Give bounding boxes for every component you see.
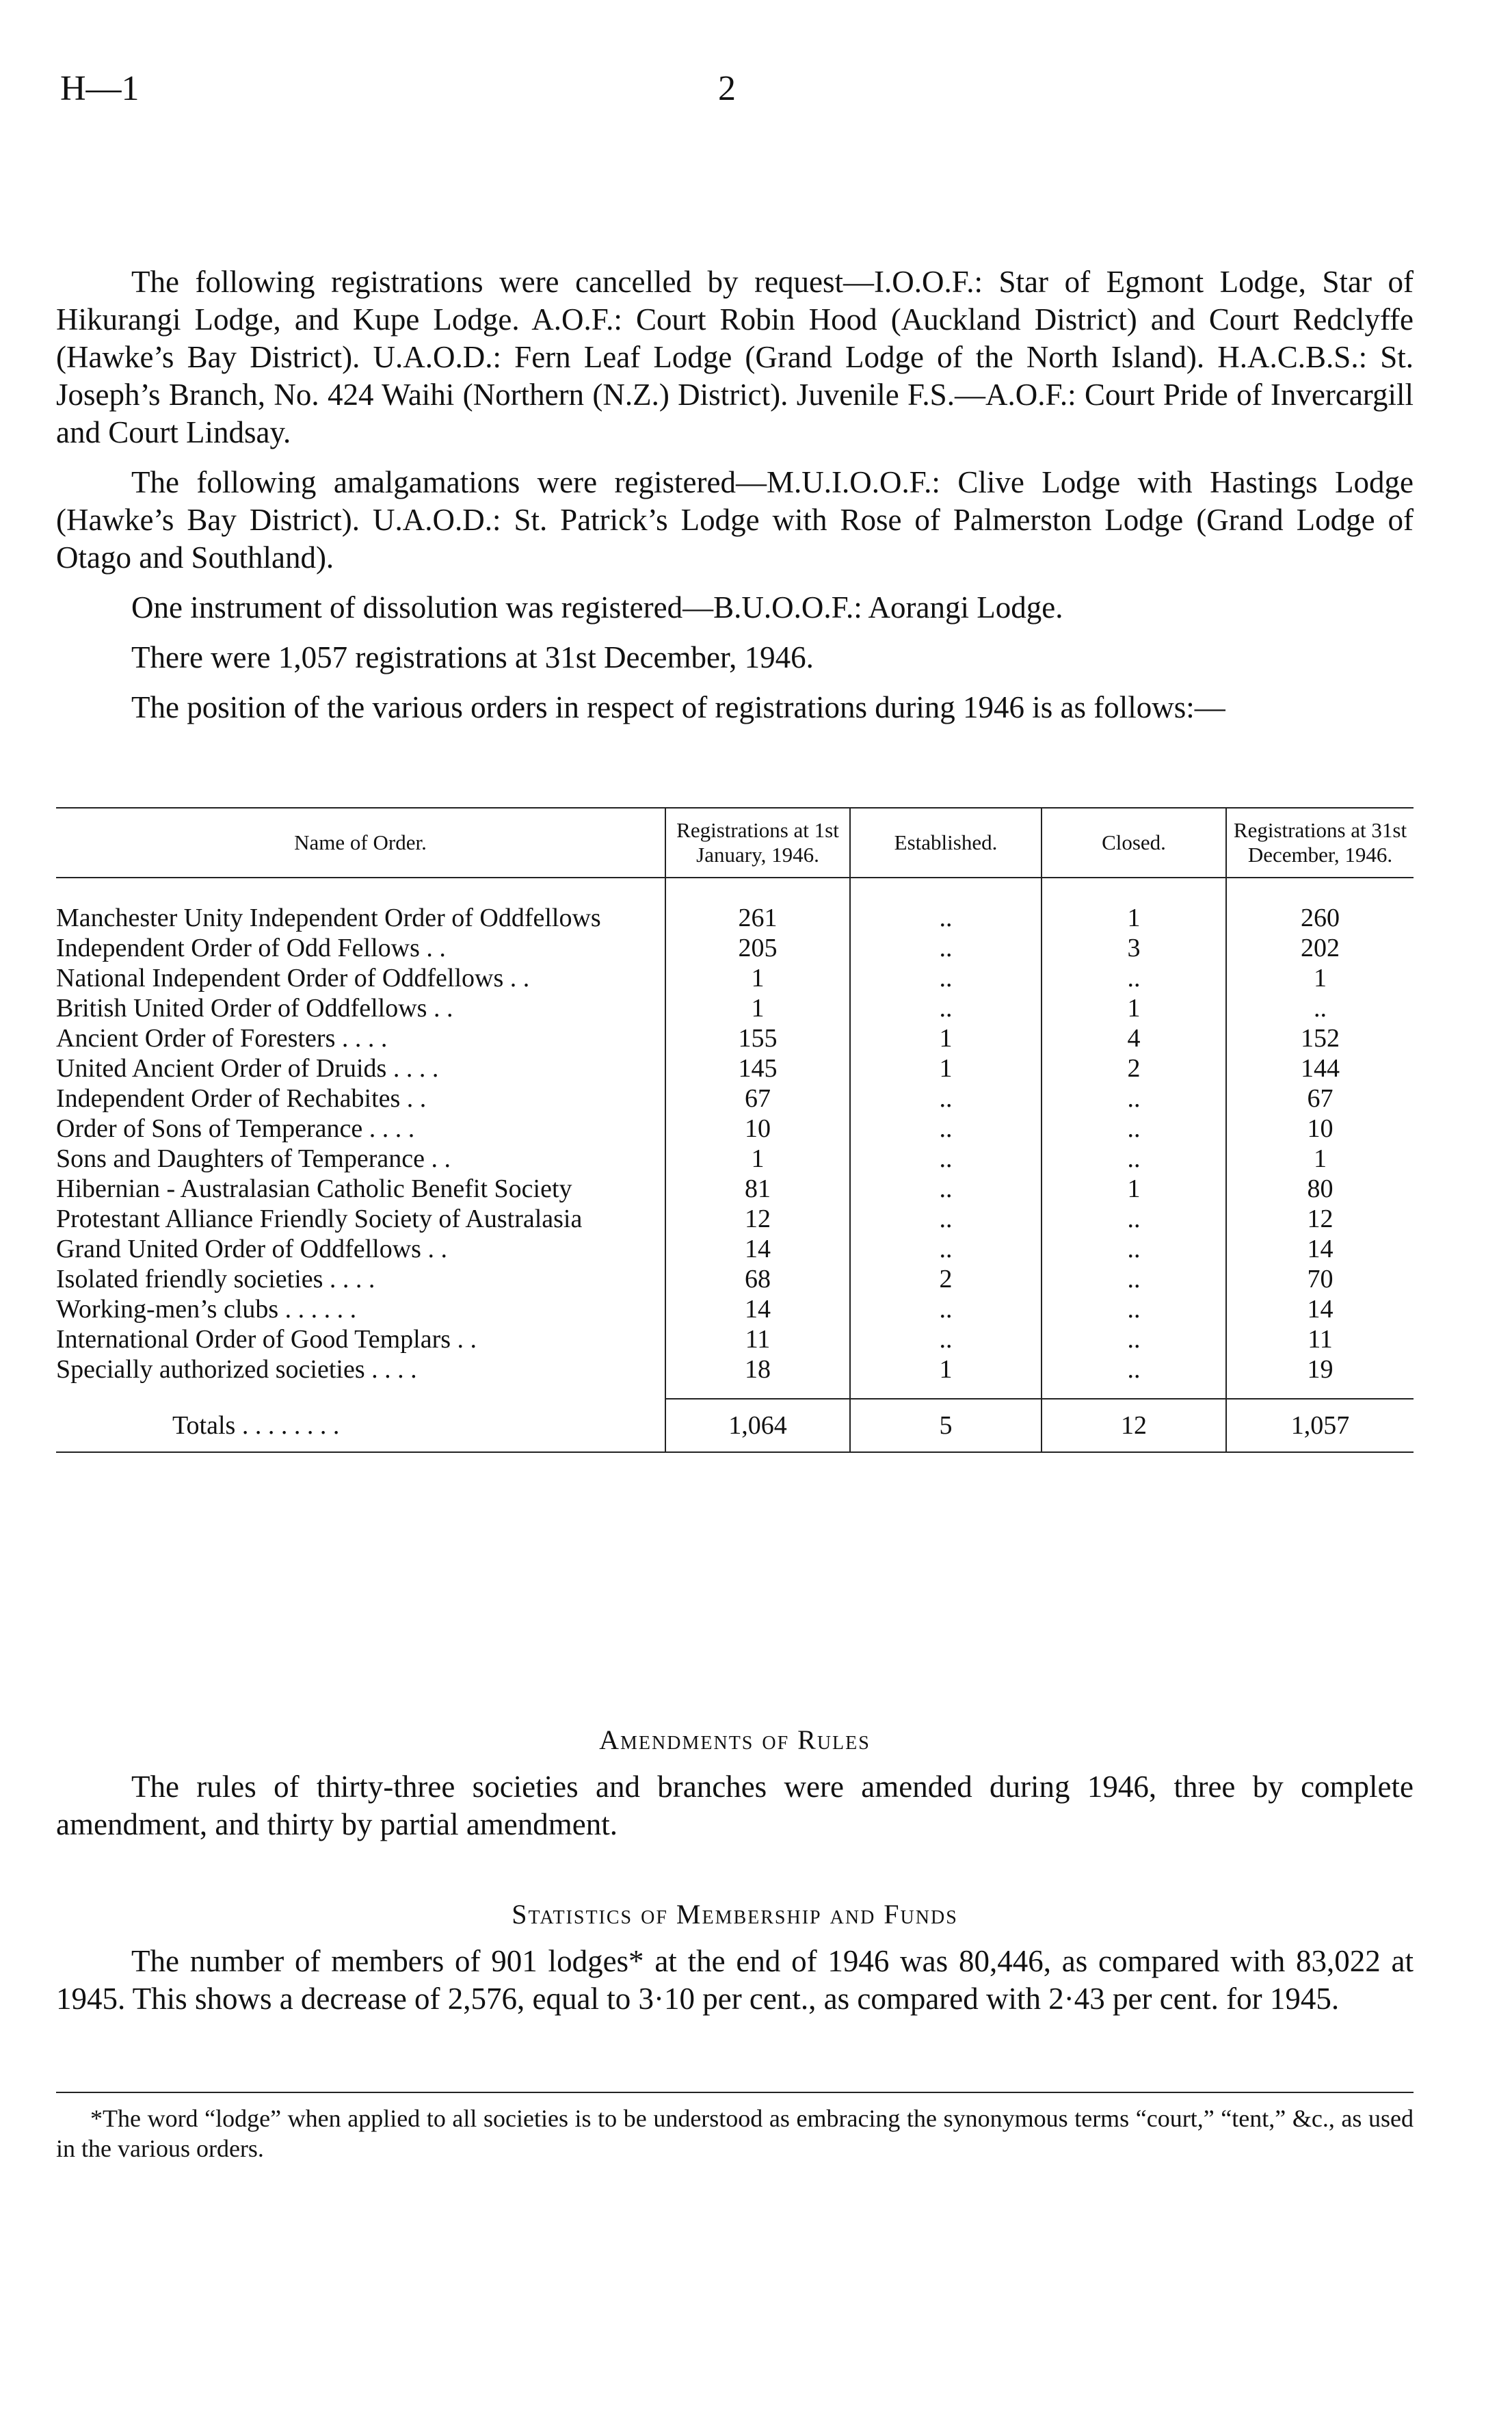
table-cell: 3 [1041,933,1225,963]
table-cell: 19 [1225,1354,1414,1384]
table-cell: 2 [849,1264,1041,1294]
totals-cell: 1,064 [665,1399,849,1451]
table-cell: 205 [665,933,849,963]
table-cell: 10 [665,1114,849,1144]
table-body [56,878,1414,1398]
header-registrations-start: Registrations at 1st January, 1946. [665,809,849,877]
table-cell: 11 [1225,1324,1414,1354]
table-cell: 260 [1225,903,1414,933]
table-cell: 67 [665,1083,849,1114]
paragraph-total-registrations: There were 1,057 registrations at 31st December, 1946. [131,640,814,674]
table-cell: 2 [1041,1053,1225,1083]
table-cell: 1 [665,963,849,993]
table-cell: .. [1041,1083,1225,1114]
paragraph-cancellations: The following registrations were cancelled by request—I.O.O.F.: Star of Egmont Lodge, Star of Hikurangi Lodge, and Kupe Lodge. A.O.F.: Court Robin Hood (Auckland District) and Court Redclyffe (Hawke’s Bay District). U.A.O.D.: Fern Leaf Lodge (Grand Lodge of the North Island). H.A.C.B.S.: St. Joseph’s Branch, No. 424 Waihi (Northern (N.Z.) District). Juvenile F.S.—A.O.F.: Court Pride of Invercargill and Court Lindsay. [56,265,1414,449]
table-cell: 4 [1041,1023,1225,1053]
table-cell: 18 [665,1354,849,1384]
table-cell: 1 [1225,963,1414,993]
table-row-name: International Order of Good Templars . . [56,1325,477,1354]
totals-cell: 12 [1041,1399,1225,1451]
header-closed: Closed. [1041,809,1225,877]
table-row-name: Hibernian - Australasian Catholic Benefit Society [56,1174,572,1203]
table-cell: 1 [1041,993,1225,1023]
statistics-heading: Statistics of Membership and Funds [512,1899,958,1930]
statistics-paragraph: The number of members of 901 lodges* at the end of 1946 was 80,446, as compared with 83,022 at 1945. This shows a decrease of 2,576, equal to 3·10 per cent., as compared with 2·43 per cent. for 1945. [56,1944,1414,2016]
intro-text [56,263,1414,726]
table-cell: .. [1041,1324,1225,1354]
page-number: 2 [718,69,736,108]
table-cell: 145 [665,1053,849,1083]
header-name-of-order: Name of Order. [294,830,427,854]
totals-cell: 1,057 [1225,1399,1414,1451]
table-cell: 68 [665,1264,849,1294]
table-cell: 10 [1225,1114,1414,1144]
table-cell: 1 [1041,903,1225,933]
table-cell: 202 [1225,933,1414,963]
amendments-paragraph: The rules of thirty-three societies and branches were amended during 1946, three by complete amendment, and thirty by partial amendment. [56,1770,1414,1841]
table-cell: .. [849,1114,1041,1144]
table-cell: .. [849,933,1041,963]
table-cell: 80 [1225,1174,1414,1204]
table-cell: .. [1041,1294,1225,1324]
table-cell: 67 [1225,1083,1414,1114]
paragraph-table-intro: The position of the various orders in respect of registrations during 1946 is as follows:— [131,690,1225,724]
table-row-name: Working-men’s clubs . . . . . . [56,1295,357,1324]
footnote-divider [56,2092,1414,2093]
table-row-name: Independent Order of Odd Fellows . . [56,934,446,962]
amendments-section [56,1768,1414,1856]
table-cell: 1 [849,1023,1041,1053]
table-cell: 1 [849,1354,1041,1384]
table-cell: .. [1041,963,1225,993]
table-row-name: National Independent Order of Oddfellows . . [56,964,530,993]
table-header-row [56,809,1414,877]
table-cell: .. [849,993,1041,1023]
table-cell: .. [1041,1114,1225,1144]
table-cell: 1 [1041,1174,1225,1204]
table-row-name: United Ancient Order of Druids . . . . [56,1054,439,1083]
registrations-table [56,807,1414,1453]
paragraph-dissolution: One instrument of dissolution was registered—B.U.O.O.F.: Aorangi Lodge. [131,590,1063,625]
table-row-name: Specially authorized societies . . . . [56,1355,417,1384]
table-row-name: Independent Order of Rechabites . . [56,1084,427,1113]
table-cell: 70 [1225,1264,1414,1294]
table-cell: 261 [665,903,849,933]
table-cell: .. [849,903,1041,933]
table-cell: .. [849,1174,1041,1204]
table-cell: 14 [1225,1234,1414,1264]
table-cell: .. [849,1324,1041,1354]
table-totals-row [56,1399,1414,1451]
table-cell: .. [1225,993,1414,1023]
header-established: Established. [849,809,1041,877]
table-cell: .. [849,1234,1041,1264]
table-cell: 1 [665,1144,849,1174]
table-row-name: Protestant Alliance Friendly Society of Australasia [56,1205,583,1233]
table-cell: 1 [665,993,849,1023]
amendments-heading: Amendments of Rules [599,1724,871,1755]
table-cell: .. [1041,1354,1225,1384]
header-registrations-end: Registrations at 31st December, 1946. [1225,809,1414,877]
footnote: *The word “lodge” when applied to all societies is to be understood as embracing the synonymous terms “court,” “tent,” &c., as used in the various orders. [56,2105,1414,2162]
table-cell: 152 [1225,1023,1414,1053]
table-row-name: Sons and Daughters of Temperance . . [56,1144,451,1173]
table-row-name: Isolated friendly societies . . . . [56,1265,375,1293]
totals-label: Totals . . . . . . . . [172,1411,340,1440]
table-row-name: Ancient Order of Foresters . . . . [56,1024,388,1053]
table-cell: .. [1041,1204,1225,1234]
table-cell: .. [849,963,1041,993]
table-cell: 144 [1225,1053,1414,1083]
table-cell: .. [849,1294,1041,1324]
table-cell: 14 [665,1234,849,1264]
statistics-section [56,1943,1414,2030]
table-cell: 1 [849,1053,1041,1083]
table-row-name: Order of Sons of Temperance . . . . [56,1114,415,1143]
table-cell: 14 [665,1294,849,1324]
table-row-name: Manchester Unity Independent Order of Oddfellows [56,904,601,932]
table-cell: .. [849,1144,1041,1174]
table-cell: .. [849,1083,1041,1114]
table-cell: 81 [665,1174,849,1204]
totals-cell: 5 [849,1399,1041,1451]
paragraph-amalgamations: The following amalgamations were registered—M.U.I.O.O.F.: Clive Lodge with Hastings Lodge (Hawke’s Bay District). U.A.O.D.: St. Patrick’s Lodge with Rose of Palmerston Lodge (Grand Lodge of Otago and Southland). [56,465,1414,575]
table-row-name: Grand United Order of Oddfellows . . [56,1235,447,1263]
table-cell: 14 [1225,1294,1414,1324]
table-cell: .. [1041,1144,1225,1174]
table-cell: .. [1041,1264,1225,1294]
table-cell: 1 [1225,1144,1414,1174]
table-cell: .. [849,1204,1041,1234]
table-cell: 12 [1225,1204,1414,1234]
table-cell: .. [1041,1234,1225,1264]
document-reference: H—1 [60,69,140,108]
table-cell: 11 [665,1324,849,1354]
table-cell: 155 [665,1023,849,1053]
table-row-name: British United Order of Oddfellows . . [56,994,453,1023]
table-cell: 12 [665,1204,849,1234]
